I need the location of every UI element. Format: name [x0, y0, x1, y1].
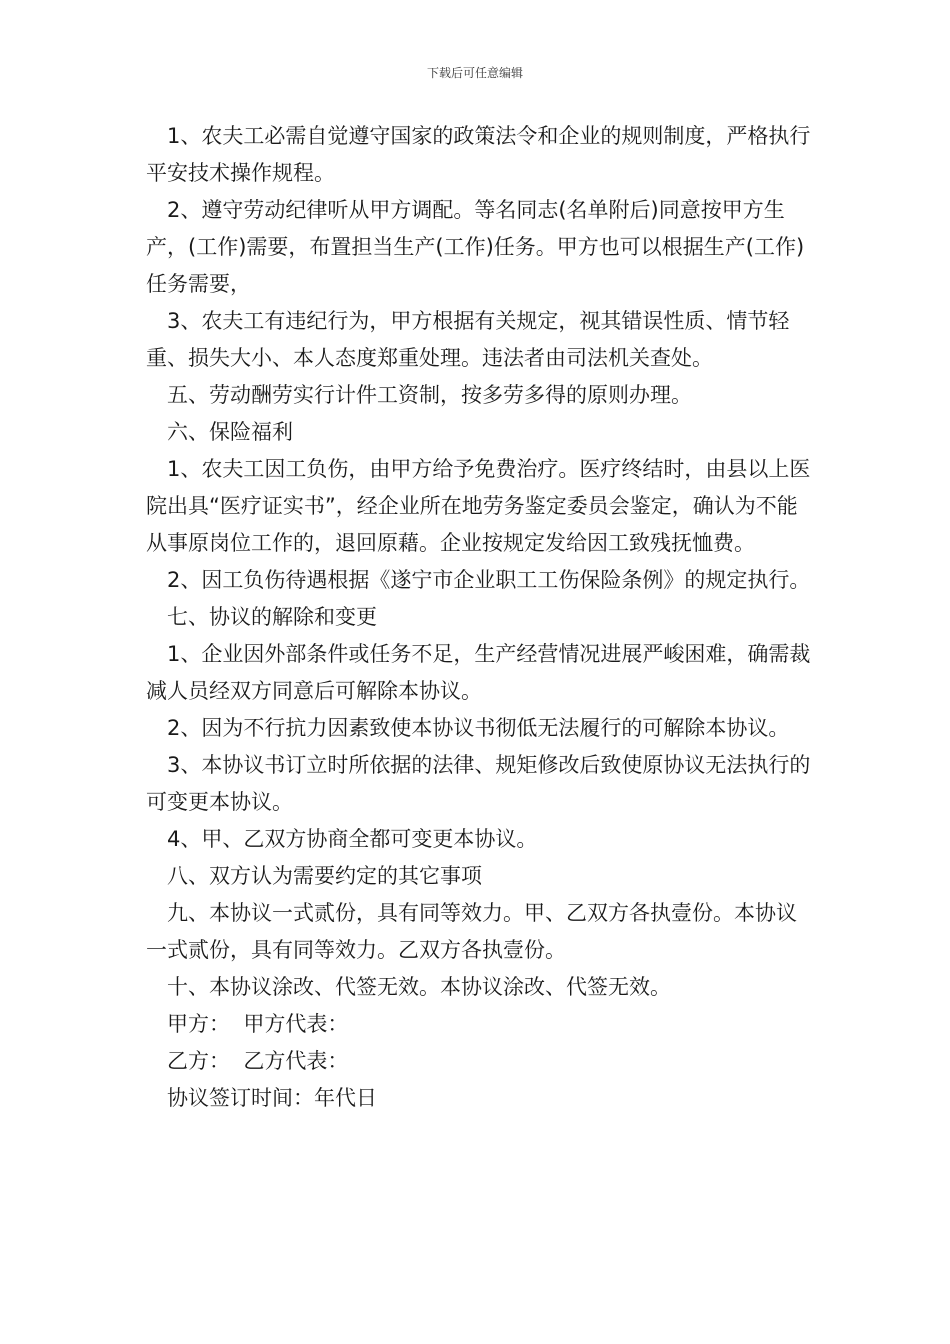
paragraph-termination-1: 1、企业因外部条件或任务不足，生产经营情况进展严峻困难，确需裁减人员经双方同意后可解除本协议。: [146, 642, 811, 703]
page-header-note: 下载后可任意编辑: [426, 66, 523, 80]
paragraph-rule-1: 1、农夫工必需自觉遵守国家的政策法令和企业的规则制度，严格执行平安技术操作规程。: [146, 124, 811, 185]
paragraph-rule-3: 3、农夫工有违纪行为，甲方根据有关规定，视其错误性质、情节轻重、损失大小、本人态度郑重处理。违法者由司法机关查处。: [146, 309, 790, 370]
section-8-heading: 八、双方认为需要约定的其它事项: [167, 864, 482, 888]
section-6-heading: 六、保险福利: [167, 420, 293, 444]
paragraph-rule-2: 2、遵守劳动纪律听从甲方调配。等名同志(名单附后)同意按甲方生产，(工作)需要，布置担当生产(工作)任务。甲方也可以根据生产(工作)任务需要，: [146, 198, 805, 296]
party-a-signature-line: 甲方： 甲方代表：: [167, 1012, 349, 1036]
section-10-validity: 十、本协议涂改、代签无效。本协议涂改、代签无效。: [167, 975, 671, 999]
paragraph-insurance-2: 2、因工负伤待遇根据《遂宁市企业职工工伤保险条例》的规定执行。: [167, 568, 811, 592]
party-b-signature-line: 乙方： 乙方代表：: [167, 1049, 349, 1073]
section-9-copies: 九、本协议一式贰份，具有同等效力。甲、乙双方各执壹份。本协议一式贰份，具有同等效力。乙双方各执壹份。: [146, 901, 797, 962]
section-5-remuneration: 五、劳动酬劳实行计件工资制，按多劳多得的原则办理。: [167, 383, 692, 407]
paragraph-insurance-1: 1、农夫工因工负伤，由甲方给予免费治疗。医疗终结时，由县以上医院出具“医疗证实书”，经企业所在地劳务鉴定委员会鉴定，确认为不能从事原岗位工作的，退回原藉。企业按规定发给因工致残抚恤费。: [146, 457, 811, 555]
paragraph-termination-3: 3、本协议书订立时所依据的法律、规矩修改后致使原协议无法执行的可变更本协议。: [146, 753, 811, 814]
paragraph-termination-2: 2、因为不行抗力因素致使本协议书彻低无法履行的可解除本协议。: [167, 716, 790, 740]
section-7-heading: 七、协议的解除和变更: [167, 605, 377, 629]
signing-date-line: 协议签订时间：年代日: [167, 1086, 377, 1110]
paragraph-termination-4: 4、甲、乙双方协商全都可变更本协议。: [167, 827, 538, 851]
document-body: [146, 118, 811, 1117]
